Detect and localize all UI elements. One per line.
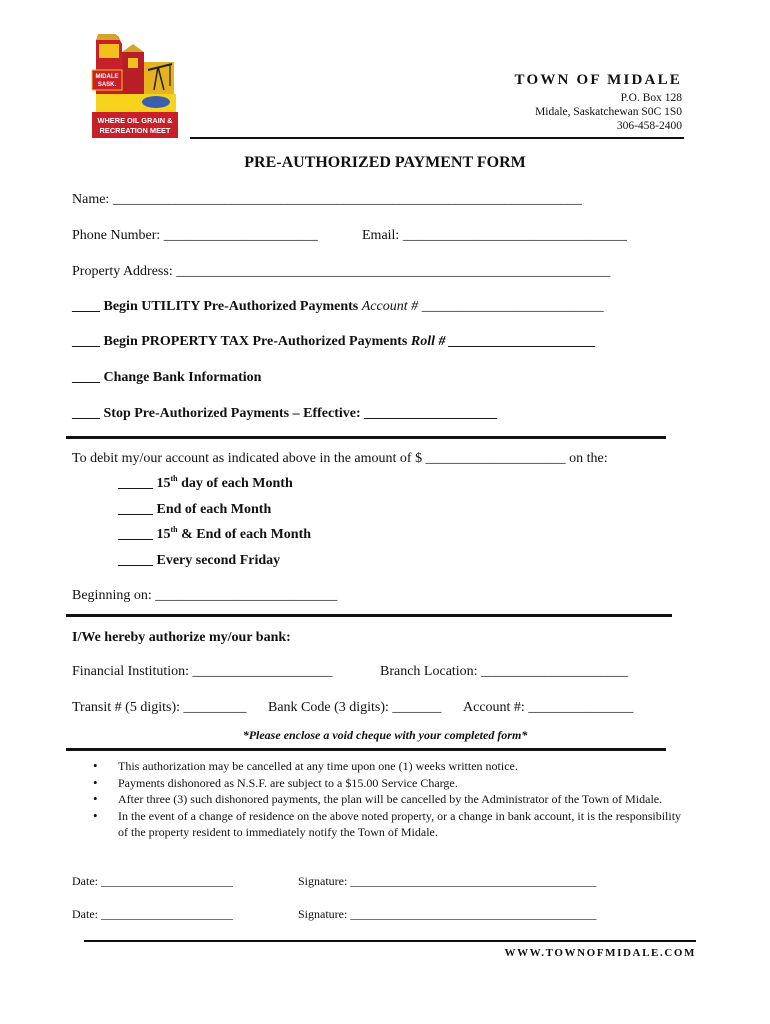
date-field-2[interactable]: Date: ______________________ <box>72 907 233 921</box>
transit-field[interactable]: Transit # (5 digits): _________ <box>72 700 247 715</box>
phone: 306-458-2400 <box>616 120 682 132</box>
property-tax-option[interactable] <box>72 334 596 350</box>
utility-label: ____ Begin UTILITY Pre-Authorized Payments <box>72 299 359 314</box>
svg-text:WHERE OIL GRAIN &: WHERE OIL GRAIN & <box>97 116 173 125</box>
schedule-every-second-friday[interactable]: _____ Every second Friday <box>118 553 281 568</box>
utility-option[interactable] <box>72 299 604 315</box>
schedule-15th[interactable]: _____ 15th day of each Month <box>118 474 293 491</box>
town-name: TOWN OF MIDALE <box>514 72 682 88</box>
form-title: PRE-AUTHORIZED PAYMENT FORM <box>244 154 526 171</box>
section-rule-1 <box>66 436 666 439</box>
schedule-end-of-month[interactable]: _____ End of each Month <box>118 502 272 517</box>
schedule-15th-and-end[interactable]: _____ 15th & End of each Month <box>118 525 312 542</box>
town-logo <box>88 34 180 140</box>
debit-amount-line[interactable]: To debit my/our account as indicated above in the amount of $ ____________________ on the: <box>72 451 608 466</box>
roll-number-field[interactable]: Roll # _____________________ <box>410 334 596 349</box>
signature-field-2[interactable]: Signature: _________________________________________ <box>298 907 597 921</box>
branch-location-field[interactable]: Branch Location: _____________________ <box>380 664 629 679</box>
list-item: • This authorization may be cancelled at any time upon one (1) weeks written notice. <box>93 758 693 775</box>
section-rule-3 <box>66 748 666 751</box>
stop-payments-option[interactable]: ____ Stop Pre-Authorized Payments – Effective: ___________________ <box>72 406 498 421</box>
list-item: • Payments dishonored as N.S.F. are subject to a $15.00 Service Charge. <box>93 775 693 792</box>
signature-field-1[interactable]: Signature: _________________________________________ <box>298 874 597 888</box>
list-item: • In the event of a change of residence on the above noted property, or a change in bank account, it is the responsibility of the property resident to immediately notify the Town of Midale. <box>93 808 693 841</box>
terms-list <box>93 758 693 841</box>
po-box: P.O. Box 128 <box>620 92 682 104</box>
svg-text:SASK.: SASK. <box>97 82 117 88</box>
property-tax-label: ____ Begin PROPERTY TAX Pre-Authorized Payments <box>72 334 408 349</box>
svg-text:MIDALE: MIDALE <box>95 74 119 80</box>
header-rule <box>190 137 684 139</box>
date-field-1[interactable]: Date: ______________________ <box>72 874 233 888</box>
change-bank-option[interactable]: ____ Change Bank Information <box>72 370 262 385</box>
beginning-on-field[interactable]: Beginning on: __________________________ <box>72 588 338 603</box>
bank-code-field[interactable]: Bank Code (3 digits): _______ <box>268 700 442 715</box>
phone-number-field[interactable]: Phone Number: ______________________ <box>72 228 318 243</box>
email-field[interactable]: Email: ________________________________ <box>362 228 627 243</box>
list-item: • After three (3) such dishonored payments, the plan will be cancelled by the Administrator of the Town of Midale. <box>93 791 693 808</box>
property-address-field[interactable]: Property Address: ______________________________________________________________ <box>72 264 611 279</box>
website[interactable]: WWW.TOWNOFMIDALE.COM <box>504 947 696 959</box>
city-line: Midale, Saskatchewan S0C 1S0 <box>535 106 682 118</box>
authorize-heading: I/We hereby authorize my/our bank: <box>72 630 291 645</box>
section-rule-2 <box>66 614 672 617</box>
footer-rule <box>84 940 696 942</box>
svg-text:RECREATION MEET: RECREATION MEET <box>99 126 171 135</box>
account-field[interactable]: Account #: _______________ <box>463 700 634 715</box>
name-field[interactable]: Name: ___________________________________________________________________ <box>72 192 582 207</box>
financial-institution-field[interactable]: Financial Institution: ____________________ <box>72 664 333 679</box>
void-cheque-note: *Please enclose a void cheque with your completed form* <box>242 728 528 742</box>
utility-account-field[interactable]: Account # __________________________ <box>361 299 604 314</box>
